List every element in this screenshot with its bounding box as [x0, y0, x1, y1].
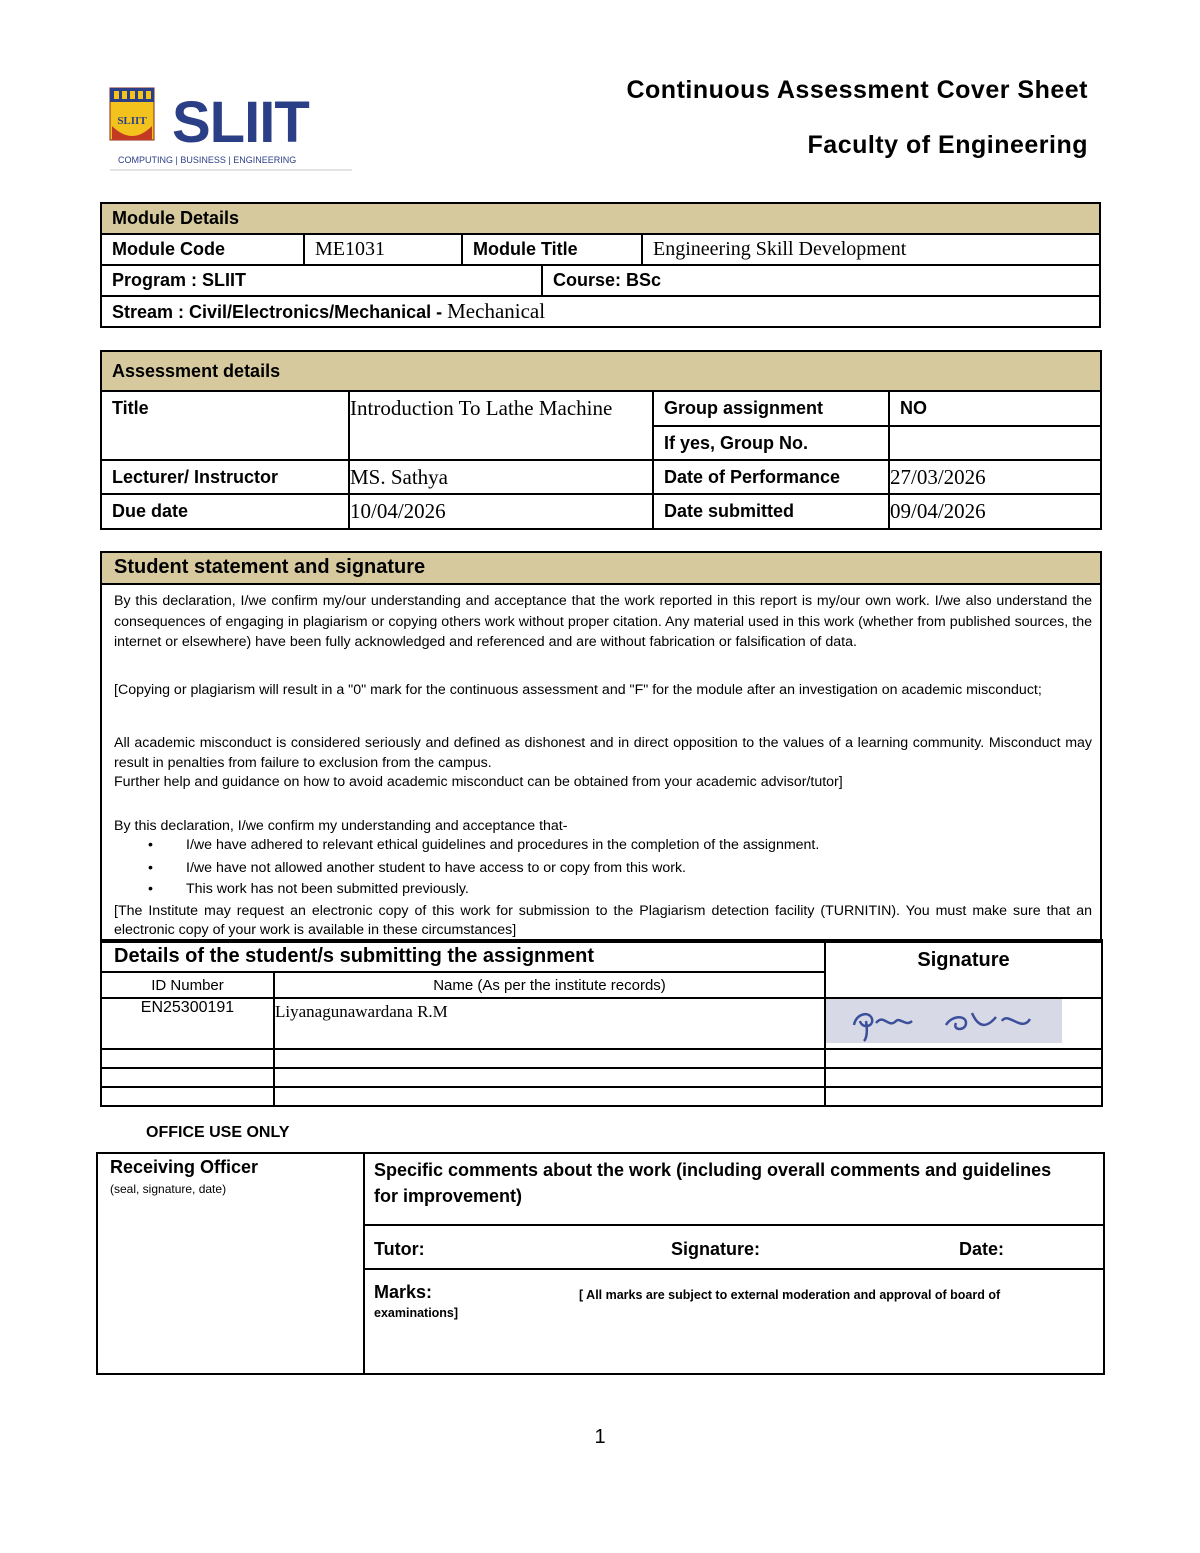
table-row: [101, 1068, 1102, 1087]
student-details-heading: Details of the student/s submitting the assignment: [101, 940, 825, 972]
receiving-officer-note: (seal, signature, date): [110, 1182, 227, 1196]
stream-cell: [101, 296, 1100, 327]
group-no-label: If yes, Group No.: [653, 426, 889, 460]
tutor-label: Tutor:: [374, 1239, 425, 1259]
group-no-value: [889, 426, 1101, 460]
bullet-item: I/we have adhered to relevant ethical guidelines and procedures in the completion of the assignment.: [186, 837, 820, 853]
stream-label: Stream : Civil/Electronics/Mechanical -: [112, 302, 448, 322]
date-of-performance-value: 27/03/2026: [889, 460, 1101, 494]
table-row: [101, 1049, 1102, 1068]
empty-cell: [101, 1087, 274, 1106]
sliit-logo: [108, 86, 354, 176]
table-row: [101, 1087, 1102, 1106]
module-details-heading: Module Details: [101, 203, 1100, 234]
marks-note: [ All marks are subject to external moderation and approval of board of examinations]: [374, 1288, 1001, 1320]
empty-cell: [274, 1049, 825, 1068]
svg-text:SLIIT: SLIIT: [117, 115, 147, 127]
group-assignment-value: NO: [889, 391, 1101, 426]
bullet-1-icon: •: [148, 837, 153, 853]
marks-label: Marks:: [374, 1282, 433, 1302]
course-label: Course: BSc: [542, 265, 1100, 296]
stream-value: Mechanical: [447, 299, 546, 323]
bullet-item: This work has not been submitted previously.: [186, 881, 469, 897]
empty-cell: [101, 1049, 274, 1068]
empty-cell: [274, 1068, 825, 1087]
name-header: Name (As per the institute records): [274, 972, 825, 998]
office-use-box: [96, 1152, 1105, 1375]
guidance-paragraph: Further help and guidance on how to avoid academic misconduct can be obtained from your academic advisor/tutor]: [114, 774, 843, 790]
student-name: Liyanagunawardana R.M: [274, 998, 825, 1049]
sliit-emblem-icon: [108, 86, 354, 176]
signature-label: Signature:: [671, 1239, 761, 1259]
student-signature-image: [826, 999, 1062, 1043]
assessment-details-heading: Assessment details: [101, 351, 1101, 391]
acceptance-paragraph: By this declaration, I/we confirm my understanding and acceptance that-: [114, 818, 568, 834]
student-id: EN25300191: [101, 998, 274, 1049]
lecturer-value: MS. Sathya: [349, 460, 653, 494]
misconduct-paragraph: All academic misconduct is considered seriously and defined as dishonest and in direct opposition to the values of a learning community. Misconduct may result in penalties from failure to exclusion from the campus.: [114, 735, 1092, 771]
divider-line: [365, 1224, 1103, 1226]
student-statement-title: Student statement and signature: [114, 556, 426, 578]
student-statement-box: [100, 551, 1102, 943]
signature-cell: [825, 998, 1102, 1049]
date-of-performance-label: Date of Performance: [653, 460, 889, 494]
module-code-label: Module Code: [101, 234, 304, 265]
module-title-label: Module Title: [462, 234, 642, 265]
due-date-value: 10/04/2026: [349, 494, 653, 529]
receiving-officer-label: Receiving Officer: [110, 1157, 259, 1177]
group-assignment-label: Group assignment: [653, 391, 889, 426]
assessment-details-table: [100, 350, 1102, 530]
faculty-title: Faculty of Engineering: [807, 131, 1088, 159]
module-code-value: ME1031: [304, 234, 462, 265]
plagiarism-paragraph: [Copying or plagiarism will result in a "0" mark for the continuous assessment and "F" for the module after an investigation on academic misconduct;: [114, 682, 1042, 698]
module-title-value: Engineering Skill Development: [642, 234, 1100, 265]
date-label: Date:: [959, 1239, 1005, 1259]
lecturer-label: Lecturer/ Instructor: [101, 460, 349, 494]
office-use-label: OFFICE USE ONLY: [146, 1124, 290, 1141]
assessment-title-value: Introduction To Lathe Machine: [349, 391, 653, 460]
date-submitted-value: 09/04/2026: [889, 494, 1101, 529]
bullet-2-icon: •: [148, 860, 153, 876]
document-title: Continuous Assessment Cover Sheet: [626, 76, 1088, 104]
signature-header: Signature: [825, 940, 1102, 998]
date-submitted-label: Date submitted: [653, 494, 889, 529]
declaration-paragraph: By this declaration, I/we confirm my/our understanding and acceptance that the work reported in this report is my/our own work. I/we also understand the consequences of engaging in plagiarism or copying others work without proper citation. Any material used in this work (whether from published sources, the internet or elsewhere) have been fully acknowledged and referenced and are without fabrication or falsification of data.: [114, 593, 1092, 650]
svg-text:SLIIT: SLIIT: [172, 90, 309, 155]
empty-cell: [274, 1087, 825, 1106]
assessment-title-label: Title: [101, 391, 349, 460]
empty-cell: [101, 1068, 274, 1087]
divider-line: [365, 1268, 1103, 1270]
page-number: 1: [594, 1426, 606, 1448]
receiving-officer-panel: [98, 1154, 365, 1373]
svg-text:COMPUTING | BUSINESS | ENG: COMPUTING | BUSINESS | ENGINEERING: [118, 155, 297, 165]
due-date-label: Due date: [101, 494, 349, 529]
id-number-header: ID Number: [101, 972, 274, 998]
empty-cell: [825, 1049, 1102, 1068]
empty-cell: [825, 1068, 1102, 1087]
student-details-table: [100, 939, 1103, 1107]
table-row: [101, 998, 1102, 1049]
empty-cell: [825, 1087, 1102, 1106]
specific-comments-label: Specific comments about the work (including overall comments and guidelines for improvement): [374, 1160, 1052, 1206]
turnitin-paragraph: [The Institute may request an electronic copy of this work for submission to the Plagiarism detection facility (TURNITIN). You must make sure that an electronic copy of your work is available in these circumstances]: [114, 903, 1092, 938]
student-statement-heading: [102, 553, 1100, 585]
program-label: Program : SLIIT: [101, 265, 542, 296]
bullet-3-icon: •: [148, 881, 153, 897]
bullet-item: I/we have not allowed another student to have access to or copy from this work.: [186, 860, 686, 876]
module-details-table: [100, 202, 1101, 328]
